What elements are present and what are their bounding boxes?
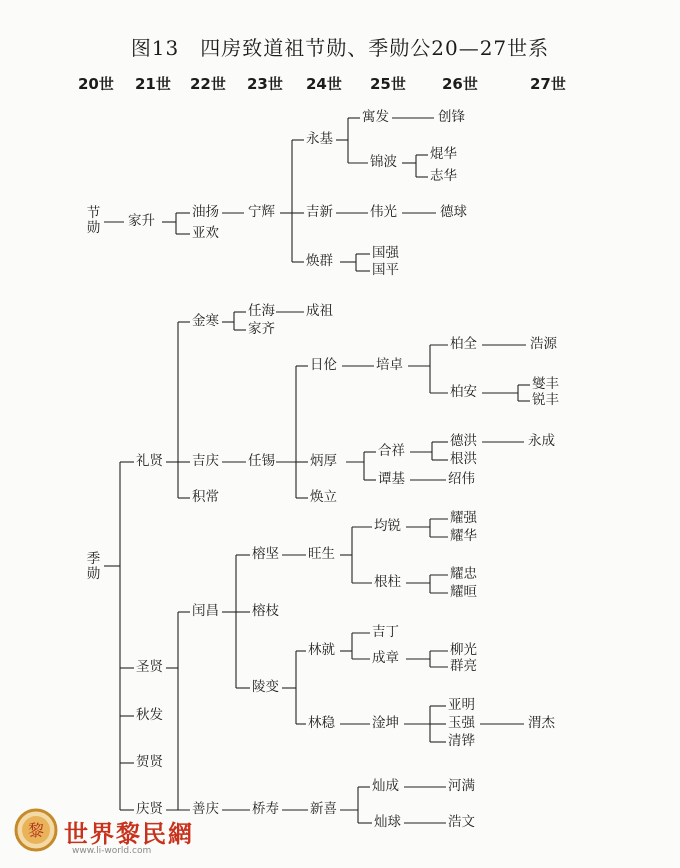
person-node: 任锡 <box>248 453 275 469</box>
generation-label: 27世 <box>530 75 566 93</box>
person-node: 灿成 <box>372 778 399 794</box>
person-node: 培卓 <box>376 357 403 373</box>
person-node: 耀晅 <box>450 584 477 600</box>
person-node: 秋发 <box>136 707 163 723</box>
generation-label: 22世 <box>190 75 226 93</box>
person-node: 浩文 <box>448 814 475 830</box>
site-url: www.li-world.com <box>72 846 152 856</box>
person-node: 谭基 <box>378 471 405 487</box>
person-node: 贺贤 <box>136 754 163 770</box>
person-node: 柳光 <box>450 642 477 658</box>
person-node: 创锋 <box>438 109 465 125</box>
person-node: 礼贤 <box>136 453 163 469</box>
person-node: 浩源 <box>530 336 557 352</box>
generation-label: 26世 <box>442 75 478 93</box>
person-node: 永基 <box>306 131 333 147</box>
person-node: 成祖 <box>306 303 333 319</box>
person-node: 燮丰 <box>532 376 559 392</box>
person-node: 锐丰 <box>532 392 559 408</box>
person-node: 榕枝 <box>252 603 279 619</box>
generation-label: 23世 <box>247 75 283 93</box>
person-node: 宁辉 <box>248 204 275 220</box>
person-node: 伟光 <box>370 204 397 220</box>
person-node: 季勋 <box>86 551 101 582</box>
person-node: 积常 <box>192 489 219 505</box>
person-node: 国平 <box>372 262 399 278</box>
chart-title: 图13 四房致道祖节勋、季勋公20—27世系 <box>130 36 550 60</box>
person-node: 国强 <box>372 245 399 261</box>
person-node: 锦波 <box>370 154 397 170</box>
person-node: 日伦 <box>310 357 337 373</box>
person-node: 德球 <box>440 204 467 220</box>
person-node: 亚欢 <box>192 225 219 241</box>
person-node: 河满 <box>448 778 475 794</box>
person-node: 家齐 <box>248 321 275 337</box>
person-node: 根柱 <box>374 574 401 590</box>
site-name: 世界黎民網 <box>64 819 194 848</box>
person-node: 寓发 <box>362 109 389 125</box>
person-node: 焜华 <box>430 146 457 162</box>
person-node: 德洪 <box>450 433 477 449</box>
person-node: 均锐 <box>374 518 401 534</box>
generation-label: 21世 <box>135 75 171 93</box>
person-node: 闰昌 <box>192 603 219 619</box>
person-node: 成章 <box>372 650 399 666</box>
person-node: 合祥 <box>378 443 405 459</box>
person-node: 渭杰 <box>528 715 555 731</box>
person-node: 榕坚 <box>252 546 279 562</box>
seal-char: 黎 <box>27 821 45 840</box>
person-node: 根洪 <box>450 451 477 467</box>
person-node: 庆贤 <box>136 801 163 817</box>
person-node: 玉强 <box>448 715 475 731</box>
person-node: 新喜 <box>310 801 337 817</box>
person-node: 耀忠 <box>450 566 477 582</box>
person-node: 圣贤 <box>136 659 163 675</box>
person-node: 吉庆 <box>192 453 219 469</box>
person-node: 旺生 <box>308 546 335 562</box>
person-node: 焕立 <box>310 489 337 505</box>
person-node: 柏全 <box>450 336 477 352</box>
site-logo-seal-icon <box>14 808 58 852</box>
person-node: 耀华 <box>450 528 477 544</box>
generation-label: 24世 <box>306 75 342 93</box>
person-node: 炳厚 <box>310 453 337 469</box>
person-node: 节勋 <box>86 205 101 236</box>
person-node: 志华 <box>430 168 457 184</box>
person-node: 家升 <box>128 213 155 229</box>
person-node: 清铧 <box>448 733 475 749</box>
person-node: 吉丁 <box>372 624 399 640</box>
person-node: 林就 <box>308 642 335 658</box>
person-node: 焕群 <box>306 253 333 269</box>
person-node: 林稳 <box>308 715 335 731</box>
person-node: 永成 <box>528 433 555 449</box>
person-node: 善庆 <box>192 801 219 817</box>
person-node: 油扬 <box>192 204 219 220</box>
person-node: 淦坤 <box>372 715 399 731</box>
person-node: 绍伟 <box>448 471 475 487</box>
person-node: 吉新 <box>306 204 333 220</box>
person-node: 柏安 <box>450 384 477 400</box>
person-node: 金寒 <box>192 313 219 329</box>
generation-label: 25世 <box>370 75 406 93</box>
person-node: 耀强 <box>450 510 477 526</box>
generation-label: 20世 <box>78 75 114 93</box>
person-node: 亚明 <box>448 697 475 713</box>
person-node: 群亮 <box>450 658 477 674</box>
person-node: 灿球 <box>374 814 401 830</box>
person-node: 任海 <box>248 303 275 319</box>
person-node: 陵变 <box>252 679 279 695</box>
person-node: 桥寿 <box>252 801 279 817</box>
